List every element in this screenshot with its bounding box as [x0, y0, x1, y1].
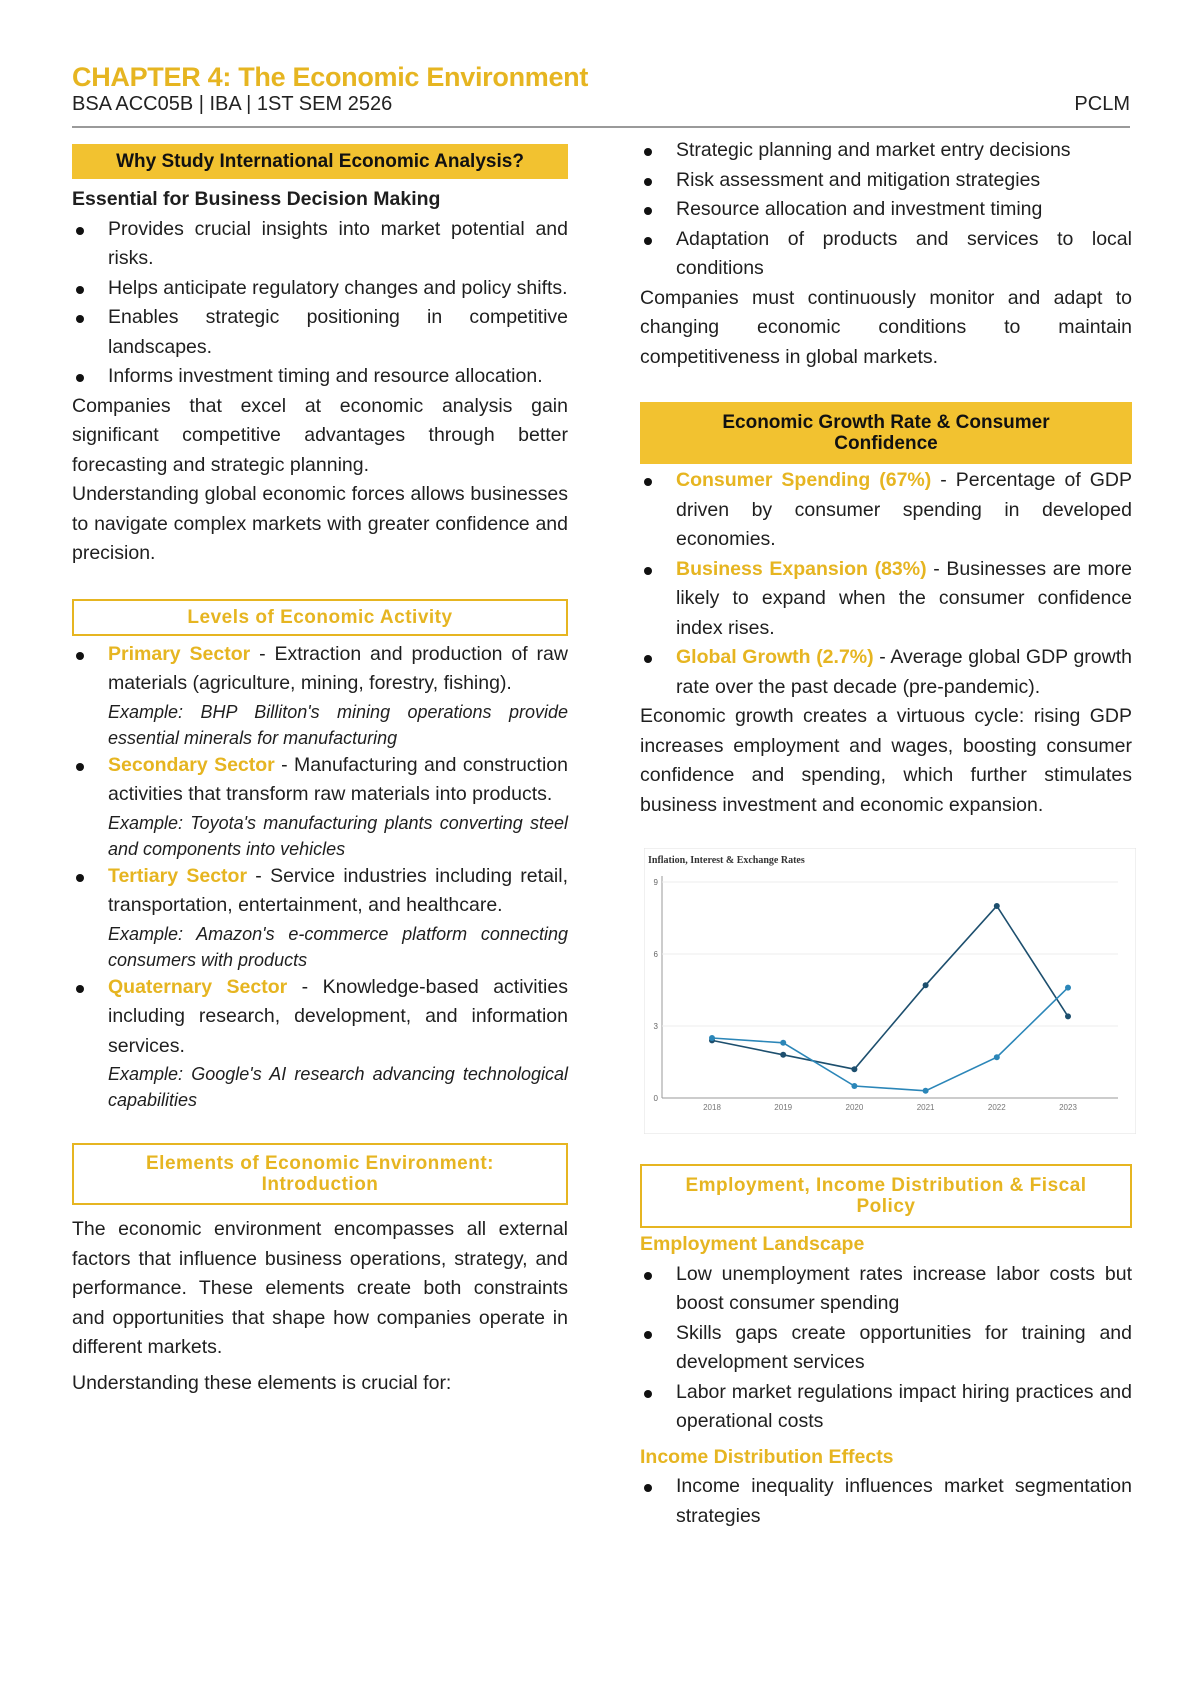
employment-subheading: Employment Landscape: [640, 1233, 865, 1255]
data-point: [780, 1052, 786, 1058]
list-item: Labor market regulations impact hiring practices and operational costs: [640, 1378, 1132, 1437]
crucial-list: [640, 136, 1132, 284]
x-tick-label: 2023: [1059, 1103, 1077, 1112]
why-paragraph-1: Companies that excel at economic analysis gain significant competitive advantages through better forecasting and strategic planning.: [72, 394, 568, 476]
sector-example: Example: Amazon's e-commerce platform connecting consumers with products: [108, 923, 568, 970]
data-point: [994, 903, 1000, 909]
list-item: [640, 555, 1132, 644]
sectors-list: [72, 640, 568, 1114]
y-tick-label: 3: [653, 1022, 658, 1031]
why-subheading: Essential for Business Decision Making: [72, 188, 441, 210]
stat-name: Global Growth (2.7%): [676, 646, 874, 668]
list-item: Adaptation of products and services to local conditions: [640, 225, 1132, 284]
chart-title: Inflation, Interest & Exchange Rates: [648, 855, 805, 866]
page-header: [72, 62, 1130, 116]
growth-list: [640, 466, 1132, 702]
course-row: [72, 93, 1130, 116]
data-point: [1065, 1013, 1071, 1019]
y-tick-label: 9: [653, 878, 658, 887]
list-item: [640, 643, 1132, 702]
sector-desc: - Knowledge-based activities including research, development, and information services.: [108, 975, 568, 1057]
sector-name: Primary Sector: [108, 642, 251, 665]
list-item: [640, 466, 1132, 555]
y-tick-label: 0: [653, 1094, 658, 1103]
data-point: [923, 982, 929, 988]
data-point: [851, 1066, 857, 1072]
sector-name: Quaternary Sector: [108, 975, 288, 998]
left-column: [72, 140, 568, 1398]
why-study-heading: Why Study International Economic Analysis?: [72, 144, 568, 179]
list-item: Skills gaps create opportunities for training and development services: [640, 1319, 1132, 1378]
x-tick-label: 2019: [774, 1103, 793, 1112]
list-item: [72, 862, 568, 973]
list-item: Provides crucial insights into market potential and risks.: [72, 215, 568, 274]
list-item: Income inequality influences market segmentation strategies: [640, 1472, 1132, 1531]
sector-example: Example: Toyota's manufacturing plants converting steel and components into vehicles: [108, 812, 568, 859]
elements-heading: Elements of Economic Environment: Introduction: [72, 1143, 568, 1205]
list-item: Enables strategic positioning in competitive landscapes.: [72, 303, 568, 362]
list-item: [72, 973, 568, 1114]
x-tick-label: 2022: [987, 1103, 1006, 1112]
data-point: [851, 1083, 857, 1089]
data-point: [923, 1088, 929, 1094]
stat-desc: - Average global GDP growth rate over the past decade (pre-pandemic).: [676, 646, 1132, 698]
stat-name: Business Expansion (83%): [676, 557, 927, 580]
elements-paragraph: The economic environment encompasses all external factors that influence business operations, strategy, and performance. These elements create both constraints and opportunities that shape how companies operate in different markets.: [72, 1218, 568, 1358]
list-item: Risk assessment and mitigation strategies: [640, 166, 1132, 196]
list-item: [72, 640, 568, 751]
right-column: [640, 136, 1132, 1531]
list-item: Informs investment timing and resource allocation.: [72, 362, 568, 392]
data-point: [709, 1035, 715, 1041]
list-item: Strategic planning and market entry decisions: [640, 136, 1132, 166]
rates-chart: [644, 848, 1136, 1134]
stat-desc: - Businesses are more likely to expand when the consumer confidence index rises.: [676, 557, 1132, 639]
sector-desc: - Service industries including retail, transportation, entertainment, and healthcare.: [108, 864, 568, 916]
employment-list: [640, 1260, 1132, 1437]
list-item: [72, 751, 568, 862]
header-divider: [72, 126, 1130, 128]
income-list: [640, 1472, 1132, 1531]
elements-paragraph-2: Understanding these elements is crucial for:: [72, 1371, 452, 1394]
chapter-title: CHAPTER 4: The Economic Environment: [72, 62, 589, 92]
sector-desc: - Manufacturing and construction activities that transform raw materials into products.: [108, 753, 568, 805]
data-point: [1065, 985, 1071, 991]
list-item: Helps anticipate regulatory changes and policy shifts.: [72, 274, 568, 304]
author-initials: PCLM: [1074, 93, 1130, 115]
crucial-paragraph: Companies must continuously monitor and adapt to changing economic conditions to maintain competitiveness in global markets.: [640, 286, 1132, 368]
growth-paragraph: Economic growth creates a virtuous cycle: rising GDP increases employment and wages, boosting consumer confidence and spending, which further stimulates business investment and economic expansion.: [640, 705, 1132, 816]
chart-frame: [644, 848, 1136, 1134]
sector-example: Example: Google's AI research advancing technological capabilities: [108, 1064, 568, 1110]
sector-name: Tertiary Sector: [108, 864, 248, 887]
data-point: [994, 1054, 1000, 1060]
stat-name: Consumer Spending (67%): [676, 469, 932, 491]
stat-desc: - Percentage of GDP driven by consumer spending in developed economies.: [676, 469, 1132, 550]
course-code: BSA ACC05B | IBA | 1ST SEM 2526: [72, 93, 393, 115]
x-tick-label: 2018: [703, 1103, 721, 1112]
x-tick-label: 2020: [845, 1103, 864, 1112]
sector-example: Example: BHP Billiton's mining operations provide essential minerals for manufacturing: [108, 701, 568, 748]
y-tick-label: 6: [653, 950, 658, 959]
sector-name: Secondary Sector: [108, 753, 275, 776]
list-item: Resource allocation and investment timing: [640, 195, 1132, 225]
why-list: [72, 215, 568, 392]
why-paragraph-2: Understanding global economic forces allows businesses to navigate complex markets with greater confidence and precision.: [72, 483, 568, 564]
sector-desc: - Extraction and production of raw materials (agriculture, mining, forestry, fishing).: [108, 642, 568, 694]
x-tick-label: 2021: [916, 1103, 935, 1112]
levels-heading: Levels of Economic Activity: [72, 599, 568, 636]
growth-heading: Economic Growth Rate & Consumer Confidence: [640, 402, 1132, 464]
rates-chart-svg: [644, 848, 1136, 1134]
list-item: Low unemployment rates increase labor costs but boost consumer spending: [640, 1260, 1132, 1319]
employment-heading: Employment, Income Distribution & Fiscal Policy: [640, 1164, 1132, 1228]
income-subheading: Income Distribution Effects: [640, 1445, 894, 1468]
data-point: [780, 1040, 786, 1046]
